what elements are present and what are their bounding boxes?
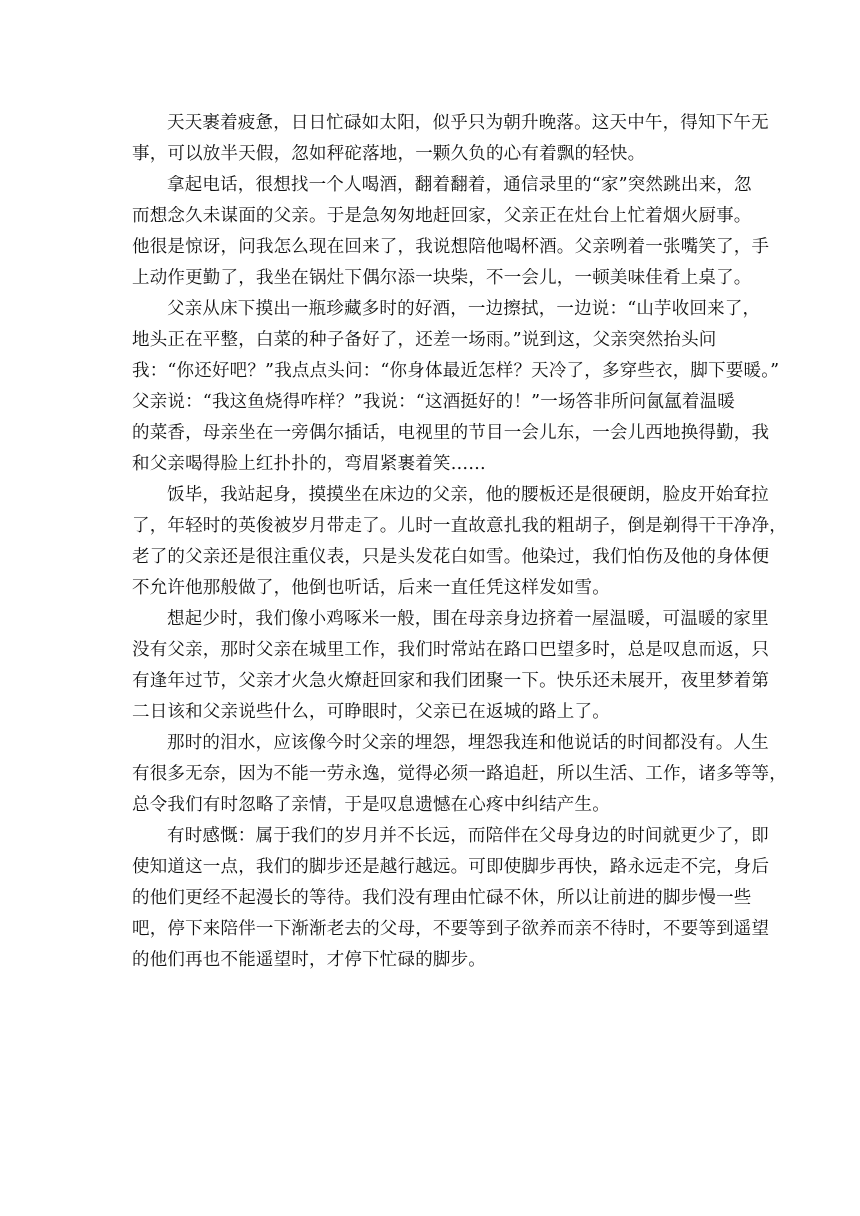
text-line: 不允许他那般做了，他倒也听话，后来一直任凭这样发如雪。 <box>132 578 610 598</box>
text-line: 有时感慨：属于我们的岁月并不长远，而陪伴在父母身边的时间就更少了，即 <box>167 826 769 846</box>
paragraph-2 <box>132 170 770 294</box>
text-line: 父亲从床下摸出一瓶珍藏多时的好酒，一边擦拭，一边说：“山芋收回来了， <box>167 299 761 319</box>
text-line: 了，年轻时的英俊被岁月带走了。儿时一直故意扎我的粗胡子，倒是剃得干干净净， <box>132 516 787 536</box>
text-line: 而想念久未谋面的父亲。于是急匆匆地赶回家，父亲正在灶台上忙着烟火厨事。 <box>132 206 752 226</box>
text-line: 天天裹着疲惫，日日忙碌如太阳，似乎只为朝升晚落。这天中午，得知下午无 <box>167 113 769 133</box>
text-line: 没有父亲，那时父亲在城里工作，我们时常站在路口巴望多时，总是叹息而返，只 <box>132 640 770 660</box>
text-line: 有很多无奈，因为不能一劳永逸，觉得必须一路追赶，所以生活、工作，诸多等等， <box>132 764 787 784</box>
paragraph-5 <box>132 604 770 728</box>
text-line: 总令我们有时忽略了亲情，于是叹息遗憾在心疼中纠结产生。 <box>132 795 610 815</box>
text-line: 的他们更经不起漫长的等待。我们没有理由忙碌不休，所以让前进的脚步慢一些 <box>132 888 752 908</box>
paragraph-4 <box>132 480 787 604</box>
text-line: 父亲说：“我这鱼烧得咋样？”我说：“这酒挺好的！”一场答非所问氤氲着温暖 <box>132 392 735 412</box>
article-body <box>132 108 787 976</box>
text-line: 我：“你还好吧？”我点点头问：“你身体最近怎样？天冷了，多穿些衣，脚下要暖。” <box>132 361 780 381</box>
paragraph-3 <box>132 294 780 480</box>
text-line: 他很是惊讶，问我怎么现在回来了，我说想陪他喝杯酒。父亲咧着一张嘴笑了，手 <box>132 237 770 257</box>
text-line: 拿起电话，很想找一个人喝酒，翻着翻着，通信录里的“家”突然跳出来，忽 <box>167 175 752 195</box>
text-line: 使知道这一点，我们的脚步还是越行越远。可即使脚步再快，路永远走不完，身后 <box>132 857 770 877</box>
text-line: 二日该和父亲说些什么，可睁眼时，父亲已在返城的路上了。 <box>132 702 610 722</box>
text-line: 上动作更勤了，我坐在锅灶下偶尔添一块柴，不一会儿，一顿美味佳肴上桌了。 <box>132 268 752 288</box>
text-line: 老了的父亲还是很注重仪表，只是头发花白如雪。他染过，我们怕伤及他的身体便 <box>132 547 770 567</box>
paragraph-1 <box>132 108 769 170</box>
paragraph-6 <box>132 728 787 821</box>
text-line: 饭毕，我站起身，摸摸坐在床边的父亲，他的腰板还是很硬朗，脸皮开始耷拉 <box>167 485 769 505</box>
paragraph-7 <box>132 821 770 976</box>
text-line: 和父亲喝得脸上红扑扑的，弯眉紧裹着笑…… <box>132 454 486 474</box>
text-line: 事，可以放半天假，忽如秤砣落地，一颗久负的心有着飘的轻快。 <box>132 144 646 164</box>
text-line: 想起少时，我们像小鸡啄米一般，围在母亲身边挤着一屋温暖，可温暖的家里 <box>167 609 769 629</box>
text-line: 地头正在平整，白菜的种子备好了，还差一场雨。”说到这，父亲突然抬头问 <box>132 330 717 350</box>
text-line: 吧，停下来陪伴一下渐渐老去的父母，不要等到子欲养而亲不待时，不要等到遥望 <box>132 919 770 939</box>
text-line: 的他们再也不能遥望时，才停下忙碌的脚步。 <box>132 950 486 970</box>
text-line: 的菜香，母亲坐在一旁偶尔插话，电视里的节目一会儿东，一会儿西地换得勤，我 <box>132 423 770 443</box>
text-line: 那时的泪水，应该像今时父亲的埋怨，埋怨我连和他说话的时间都没有。人生 <box>167 733 769 753</box>
text-line: 有逢年过节，父亲才火急火燎赶回家和我们团聚一下。快乐还未展开，夜里梦着第 <box>132 671 770 691</box>
